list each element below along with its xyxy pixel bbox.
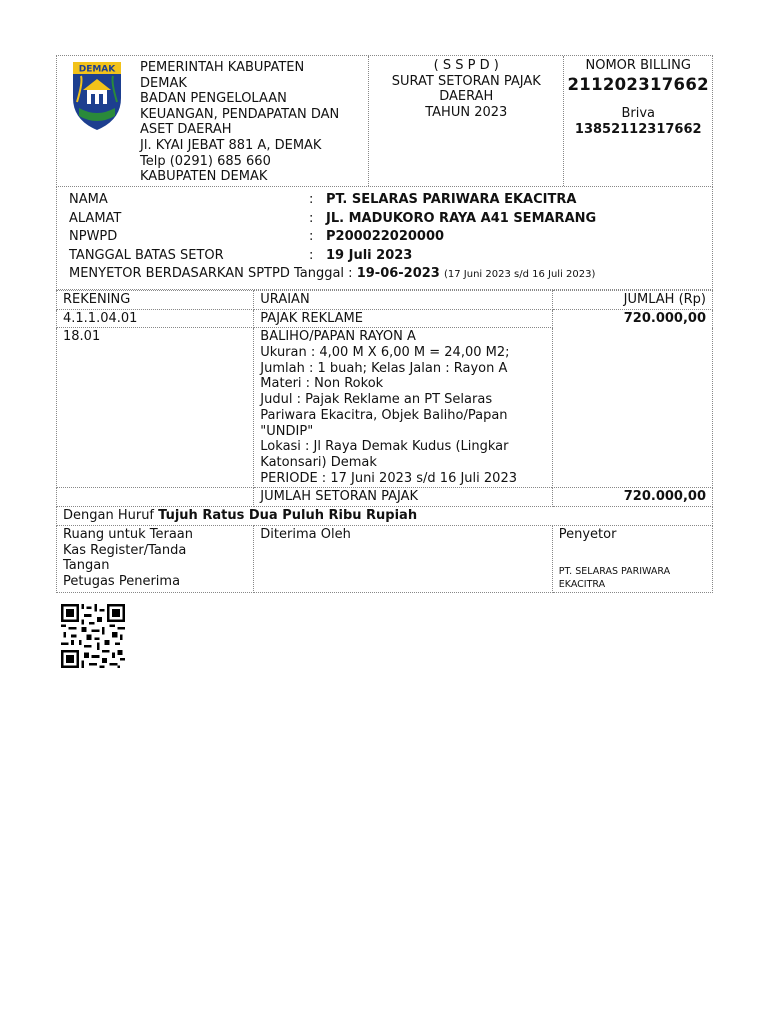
info-value: PT. SELARAS PARIWARA EKACITRA — [326, 192, 577, 207]
rekening-cell: 18.01 — [57, 328, 254, 488]
depositor-cell — [552, 525, 712, 592]
uraian-line: BALIHO/PAPAN RAYON A — [260, 329, 416, 345]
depositor-label: Penyetor — [558, 526, 617, 542]
demak-regency-logo-icon — [69, 60, 125, 132]
signature-row — [57, 525, 713, 592]
sspd-document — [56, 55, 713, 593]
info-row-batas-setor: TANGGAL BATAS SETOR : 19 Juli 2023 — [69, 247, 712, 266]
total-label: JUMLAH SETORAN PAJAK — [254, 488, 552, 507]
uraian-line: Lokasi : Jl Raya Demak Kudus (Lingkar — [260, 439, 509, 455]
words-prefix: Dengan Huruf — [63, 508, 155, 524]
sign-line: Tangan — [63, 558, 110, 574]
uraian-line: Materi : Non Rokok — [260, 376, 384, 392]
briva-number: 13852112317662 — [574, 122, 702, 137]
sign-line: Kas Register/Tanda — [63, 542, 187, 558]
table-header-row — [57, 290, 713, 309]
amount-in-words-row — [57, 507, 713, 526]
uraian-cell: PAJAK REKLAME — [254, 309, 552, 328]
rekening-cell: 4.1.1.04.01 — [57, 309, 254, 328]
received-by-cell: Diterima Oleh — [254, 525, 552, 592]
document-title-line: TAHUN 2023 — [425, 104, 508, 120]
total-value: 720.000,00 — [552, 488, 712, 507]
briva-label: Briva — [621, 106, 655, 121]
document-code: ( S S P D ) — [433, 58, 499, 73]
logo-text: DEMAK — [78, 64, 116, 75]
document-header — [56, 55, 713, 187]
taxpayer-info — [56, 187, 713, 290]
agency-address — [140, 60, 339, 185]
document-title-line: SURAT SETORAN PAJAK — [391, 73, 541, 89]
uraian-line: Jumlah : 1 buah; Kelas Jalan : Rayon A — [260, 360, 508, 376]
agency-line: Jl. KYAI JEBAT 881 A, DEMAK — [140, 137, 322, 153]
words-value: Tujuh Ratus Dua Puluh Ribu Rupiah — [158, 508, 418, 524]
info-label: NAMA — [69, 192, 108, 207]
document-title-line: DAERAH — [439, 89, 494, 104]
header-jumlah: JUMLAH (Rp) — [552, 290, 712, 309]
uraian-line: PERIODE : 17 Juni 2023 s/d 16 Juli 2023 — [260, 470, 517, 486]
info-value: JL. MADUKORO RAYA A41 SEMARANG — [326, 210, 597, 226]
agency-line: DEMAK — [140, 75, 187, 91]
info-label: NPWPD — [69, 229, 118, 245]
header-uraian: URAIAN — [254, 290, 552, 309]
sign-line: Petugas Penerima — [63, 573, 181, 589]
info-row-npwpd: NPWPD : P200022020000 — [69, 228, 712, 247]
tax-items-table — [56, 290, 713, 593]
header-rekening: REKENING — [57, 290, 254, 309]
billing-label: NOMOR BILLING — [585, 58, 691, 73]
cash-register-cell — [57, 525, 254, 592]
depositor-name: PT. SELARAS PARIWARA EKACITRA — [558, 565, 671, 590]
uraian-line: "UNDIP" — [260, 423, 314, 439]
agency-line: BADAN PENGELOLAAN — [140, 91, 287, 107]
sign-line: Ruang untuk Teraan — [63, 526, 193, 542]
table-row — [57, 309, 713, 328]
info-row-nama: NAMA : PT. SELARAS PARIWARA EKACITRA — [69, 191, 712, 210]
info-row-alamat: ALAMAT : JL. MADUKORO RAYA A41 SEMARANG — [69, 210, 712, 229]
billing-cell — [564, 56, 712, 186]
document-title-cell — [369, 56, 564, 186]
agency-line: Telp (0291) 685 660 — [140, 153, 271, 169]
info-label: TANGGAL BATAS SETOR — [69, 247, 224, 263]
agency-line: PEMERINTAH KABUPATEN — [140, 60, 305, 75]
uraian-line: Judul : Pajak Reklame an PT Selaras — [260, 392, 493, 408]
uraian-line: Ukuran : 4,00 M X 6,00 M = 24,00 M2; — [260, 345, 510, 361]
qr-code-icon — [61, 604, 125, 668]
agency-line: KEUANGAN, PENDAPATAN DAN — [140, 106, 340, 122]
uraian-line: Pariwara Ekacitra, Objek Baliho/Papan — [260, 407, 508, 423]
info-value: P200022020000 — [326, 229, 445, 245]
uraian-detail-cell — [254, 328, 552, 488]
sptpd-prefix: MENYETOR BERDASARKAN SPTPD Tanggal : — [69, 266, 353, 282]
sptpd-period: (17 Juni 2023 s/d 16 Juli 2023) — [444, 269, 596, 281]
jumlah-cell: 720.000,00 — [552, 309, 712, 488]
billing-number: 211202317662 — [567, 75, 709, 94]
agency-cell — [57, 56, 369, 186]
info-label: ALAMAT — [69, 210, 122, 226]
agency-line: ASET DAERAH — [140, 122, 232, 138]
total-row — [57, 488, 713, 507]
uraian-line: Katonsari) Demak — [260, 455, 377, 470]
sptpd-date: 19-06-2023 — [356, 266, 440, 282]
info-value: 19 Juli 2023 — [326, 247, 413, 263]
agency-line: KABUPATEN DEMAK — [140, 169, 268, 185]
sptpd-line — [69, 265, 712, 285]
